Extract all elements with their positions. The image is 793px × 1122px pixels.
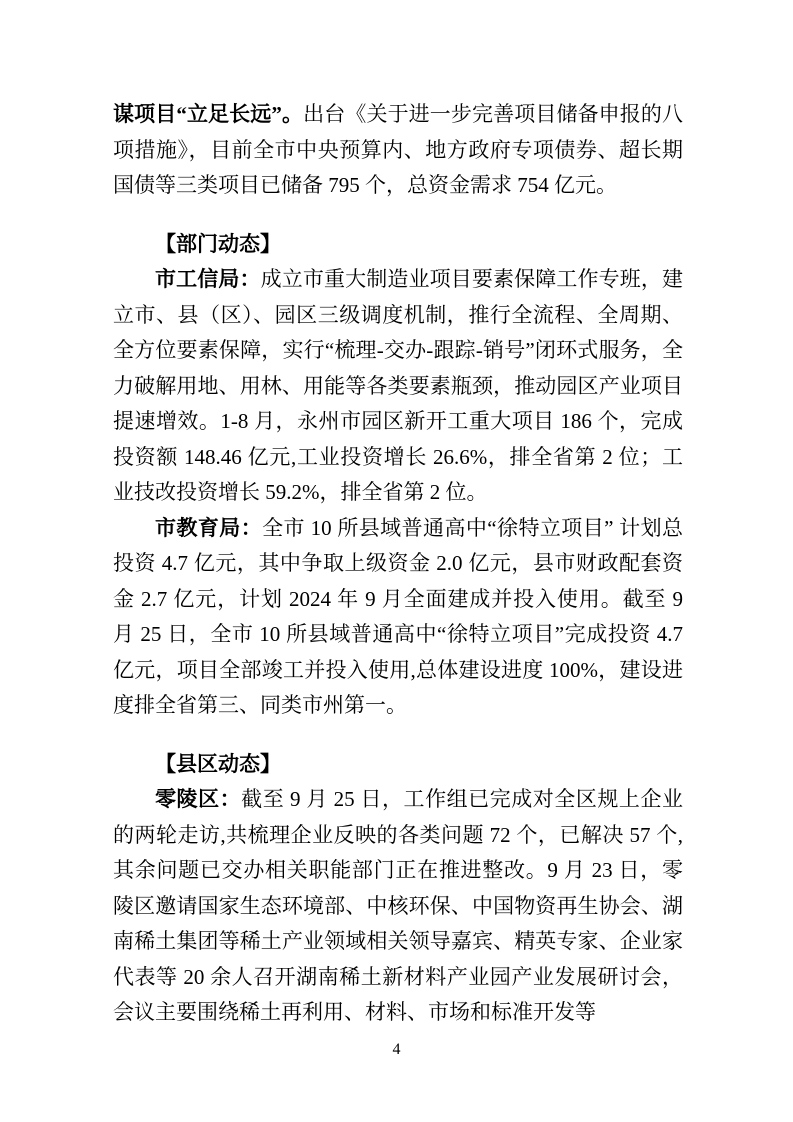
section-heading-county-updates: 【县区动态】: [155, 751, 281, 776]
paragraph-lingling-district: [113, 782, 683, 1031]
section-heading-department-updates: 【部门动态】: [155, 231, 281, 256]
paragraph-lead-bold: 市教育局：: [155, 515, 263, 540]
paragraph-body-text: 全市 10 所县域普通高中“徐特立项目” 计划总投资 4.7 亿元，其中争取上级资金 2.0 亿元，县市财政配套资金 2.7 亿元，计划 2024 年 9 月全面建成并投入使用。截至 9 月 25 日，全市 10 所县域普通高中“徐特立项目”完成投资 4.7 亿元，项目全部竣工并投入使用,总体建设进度 100%，建设进度排全省第三、同类市州第一。: [113, 515, 684, 717]
page-number: 4: [392, 1041, 401, 1058]
paragraph-body-text: 截至 9 月 25 日，工作组已完成对全区规上企业的两轮走访,共梳理企业反映的各类问题 72 个，已解决 57 个,其余问题已交办相关职能部门正在推进整改。9 月 23 日，零陵区邀请国家生态环境部、中核环保、中国物资再生协会、湖南稀土集团等稀土产业领域相关领导嘉宾、精英专家、企业家代表等 20 余人召开湖南稀土新材料产业园产业发展研讨会，会议主要围绕稀土再利用、材料、市场和标准开发等: [113, 787, 684, 1024]
paragraph-education-bureau: [113, 511, 683, 724]
paragraph-body-text: 出台《关于进一步完善项目储备申报的八项措施》，目前全市中央预算内、地方政府专项债券、超长期国债等三类项目已储备 795 个，总资金需求 754 亿元。: [113, 102, 684, 197]
paragraph-lead-bold: 谋项目“立足长远”。: [113, 102, 304, 126]
paragraph-industry-bureau: [113, 262, 683, 511]
paragraph-project-reserve: [113, 97, 683, 204]
paragraph-lead-bold: 市工信局：: [155, 267, 261, 291]
paragraph-lead-bold: 零陵区：: [155, 787, 242, 811]
document-content: [113, 0, 683, 1031]
paragraph-body-text: 成立市重大制造业项目要素保障工作专班，建立市、县（区）、园区三级调度机制，推行全流程、全周期、全方位要素保障，实行“梳理-交办-跟踪-销号”闭环式服务，全力破解用地、用林、用能等各类要素瓶颈，推动园区产业项目提速增效。1-8 月，永州市园区新开工重大项目 186 个，完成投资额 148.46 亿元,工业投资增长 26.6%，排全省第 2 位；工业技改投资增长 59.2%，排全省第 2 位。: [113, 267, 683, 504]
